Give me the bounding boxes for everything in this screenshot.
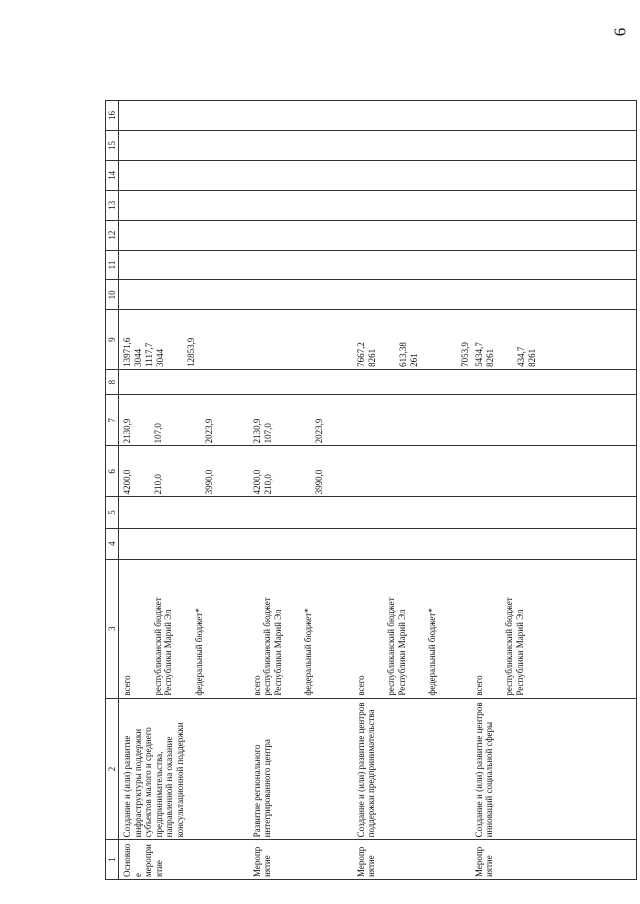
value: 4200,0	[122, 469, 132, 495]
source-cell	[119, 559, 249, 698]
table-row	[119, 101, 249, 880]
source-republic: республиканский бюджет Республики Марий Эл	[262, 597, 283, 696]
source-federal: федеральный бюджет*	[303, 608, 314, 696]
value: 13971,6	[122, 337, 132, 367]
value: 3044	[155, 348, 165, 367]
value-cell	[353, 497, 471, 528]
empty-cell	[119, 101, 249, 131]
budget-table	[105, 100, 637, 880]
source-republic: республиканский бюджет Республики Марий Эл	[504, 597, 525, 696]
source-total: всего	[355, 675, 366, 696]
empty-cell	[249, 250, 353, 280]
value: 8261	[484, 348, 495, 367]
row-type-cell: Мероприятие	[353, 840, 471, 880]
source-federal: федеральный бюджет*	[427, 608, 438, 696]
empty-cell	[353, 101, 471, 131]
empty-cell	[353, 190, 471, 220]
value: 8261	[366, 348, 377, 367]
value-cell	[249, 310, 353, 370]
header-cell: 5	[106, 497, 119, 528]
empty-cell	[471, 220, 637, 250]
value: 613,38	[397, 342, 408, 367]
table-row	[249, 101, 353, 880]
table-row	[471, 101, 637, 880]
source-total: всего	[122, 675, 132, 696]
value: 107,0	[262, 423, 273, 444]
empty-cell	[353, 280, 471, 310]
value: 7053,9	[459, 342, 470, 367]
empty-cell	[119, 280, 249, 310]
empty-cell	[353, 220, 471, 250]
value: 7667,2	[355, 342, 366, 367]
source-total: всего	[473, 675, 484, 696]
header-cell: 2	[106, 698, 119, 840]
value: 2023,9	[313, 418, 324, 444]
value-cell	[471, 446, 637, 497]
empty-cell	[471, 190, 637, 220]
value-cell	[119, 310, 249, 370]
header-cell: 14	[106, 160, 119, 190]
empty-cell	[249, 131, 353, 161]
source-cell	[249, 559, 353, 698]
value: 1117,7	[144, 342, 154, 367]
value-cell	[471, 497, 637, 528]
header-cell: 3	[106, 559, 119, 698]
value: 261	[408, 353, 419, 367]
empty-cell	[119, 220, 249, 250]
source-republic: республиканский бюджет Республики Марий Эл	[386, 597, 407, 696]
row-type-cell: Основное мероприятие	[119, 840, 249, 880]
header-cell: 6	[106, 446, 119, 497]
header-cell: 1	[106, 840, 119, 880]
row-type-cell: Мероприятие	[249, 840, 353, 880]
value-cell	[119, 446, 249, 497]
value-cell	[471, 395, 637, 446]
value: 12853,9	[186, 337, 196, 367]
value-cell	[471, 310, 637, 370]
value-cell	[353, 528, 471, 559]
value: 210,0	[262, 474, 273, 495]
empty-cell	[249, 280, 353, 310]
header-cell: 7	[106, 395, 119, 446]
row-name-cell: Создание и (или) развитие инфраструктуры поддержки субъектов малого и среднего предпринимательства, направленной на оказание консультационной поддержки	[119, 698, 249, 840]
rotated-table-container	[105, 100, 635, 880]
header-cell: 12	[106, 220, 119, 250]
source-cell	[353, 559, 471, 698]
value: 3990,0	[204, 469, 214, 495]
value: 3990,0	[313, 469, 324, 495]
value-cell	[471, 369, 637, 395]
empty-cell	[353, 250, 471, 280]
row-name-cell: Развитие регионального интегрированного центра	[249, 698, 353, 840]
value: 4200,0	[251, 469, 262, 495]
empty-cell	[119, 131, 249, 161]
value-cell	[353, 369, 471, 395]
empty-cell	[471, 250, 637, 280]
value-cell	[249, 369, 353, 395]
empty-cell	[353, 131, 471, 161]
value-cell	[119, 369, 249, 395]
source-federal: федеральный бюджет*	[193, 608, 204, 696]
header-row	[106, 101, 119, 880]
table-row	[353, 101, 471, 880]
value: 3044	[133, 348, 143, 367]
page-number: 6	[609, 27, 629, 37]
row-name-cell: Создание и (или) развитие центров инноваций социальной сферы	[471, 698, 637, 840]
value-cell	[119, 497, 249, 528]
value-cell	[353, 310, 471, 370]
header-cell: 15	[106, 131, 119, 161]
header-cell: 11	[106, 250, 119, 280]
value: 434,7	[515, 346, 526, 367]
empty-cell	[471, 131, 637, 161]
empty-cell	[119, 160, 249, 190]
value-cell	[249, 446, 353, 497]
value: 210,0	[153, 474, 163, 495]
header-cell: 9	[106, 310, 119, 370]
header-cell: 16	[106, 101, 119, 131]
value-cell	[353, 446, 471, 497]
row-name-cell: Создание и (или) развитие центров поддержки предпринимательства	[353, 698, 471, 840]
row-type-cell: Мероприятие	[471, 840, 637, 880]
empty-cell	[471, 280, 637, 310]
value-cell	[249, 395, 353, 446]
source-republic: республиканский бюджет Республики Марий Эл	[152, 597, 174, 696]
source-total: всего	[251, 675, 262, 696]
value: 2130,9	[251, 418, 262, 444]
empty-cell	[119, 190, 249, 220]
value-cell	[471, 528, 637, 559]
value: 107,0	[153, 423, 163, 444]
value-cell	[249, 497, 353, 528]
header-cell: 8	[106, 369, 119, 395]
value: 2023,9	[204, 418, 214, 444]
empty-cell	[249, 160, 353, 190]
empty-cell	[119, 250, 249, 280]
value: 8261	[526, 348, 537, 367]
value-cell	[353, 395, 471, 446]
value-cell	[119, 395, 249, 446]
empty-cell	[471, 101, 637, 131]
empty-cell	[353, 160, 471, 190]
empty-cell	[471, 160, 637, 190]
value-cell	[119, 528, 249, 559]
empty-cell	[249, 190, 353, 220]
header-cell: 13	[106, 190, 119, 220]
source-cell	[471, 559, 637, 698]
empty-cell	[249, 101, 353, 131]
value: 2130,9	[122, 418, 132, 444]
value-cell	[249, 528, 353, 559]
header-cell: 4	[106, 528, 119, 559]
value: 5434,7	[473, 342, 484, 367]
empty-cell	[249, 220, 353, 250]
header-cell: 10	[106, 280, 119, 310]
